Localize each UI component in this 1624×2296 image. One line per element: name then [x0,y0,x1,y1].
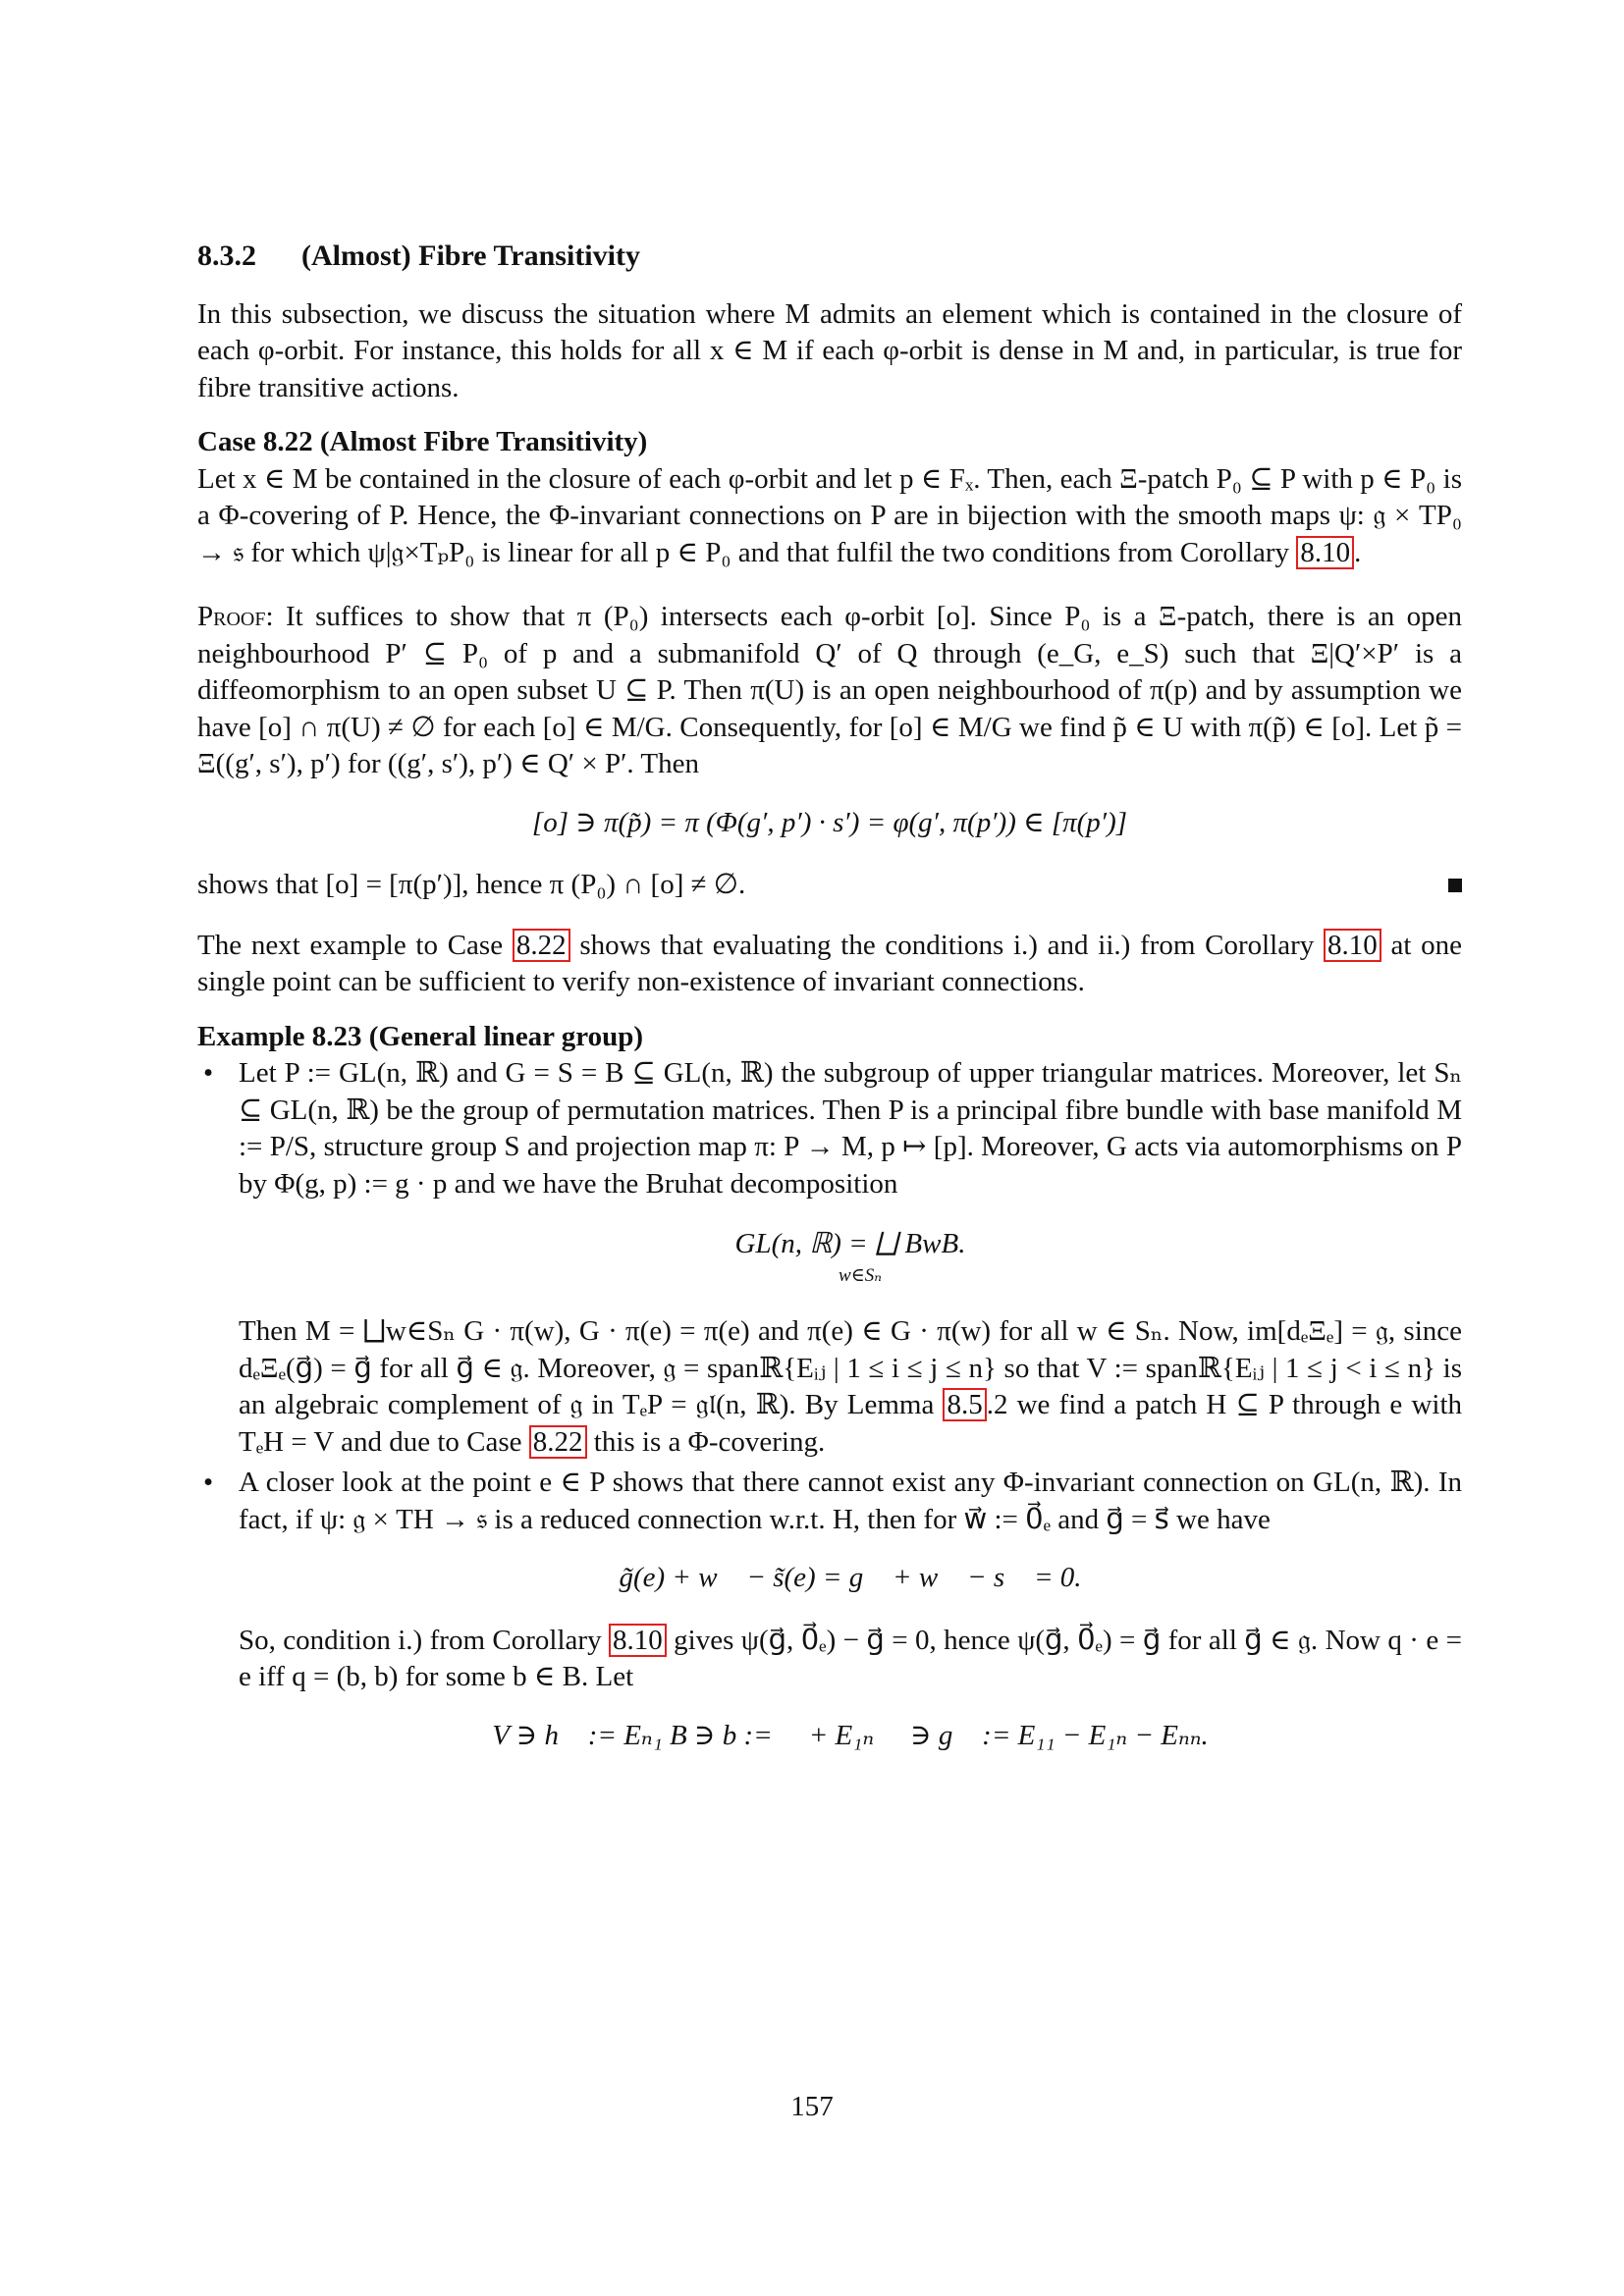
next-para-text-2: shows that evaluating the conditions i.) and ii.) from Corollary [579,929,1315,961]
next-example-para [197,928,1462,1001]
page-number: 157 [790,2091,834,2122]
item2-display-equation: g̃(e) + w⃗ − s̃(e) = g⃗ + w⃗ − s⃗ = 0. [619,1562,1082,1593]
ref-corollary-8-10[interactable]: 8.10 [609,1624,667,1657]
example-item-1 [197,1055,1462,1461]
item2-text-b: So, condition i.) from Corollary [239,1624,602,1656]
case-block [197,424,1462,571]
section-number: 8.3.2 [197,240,256,272]
example-block [197,1019,1462,1755]
next-para-text-1: The next example to Case [197,929,504,961]
bullet-icon: • [203,1057,214,1089]
proof-conclusion-para [197,867,1462,904]
ref-case-8-22[interactable]: 8.22 [513,929,570,962]
example-items [197,1055,1462,1754]
page-content [197,238,1462,1780]
item1-text-b: Then M = ⨆w∈Sₙ G · π(w), G · π(e) = π(e) and π(e) ∈ G · π(w) for all w ∈ Sₙ. Now, im[dₑΞₑ] = 𝔤, since dₑΞₑ(g⃗) = g⃗ for all g⃗ ∈ 𝔤. Moreover, 𝔤 = spanℝ{Eᵢⱼ | 1 ≤ i ≤ j ≤ n} so that V := spanℝ{Eᵢⱼ | 1 ≤ j < i ≤ n} is an algebraic complement of 𝔤 in TₑP = 𝔤𝔩(n, ℝ). By Lemma [239,1315,1462,1420]
qed-square-icon [1448,879,1462,892]
item1-text-a: Let P := GL(n, ℝ) and G = S = B ⊆ GL(n, ℝ) the subgroup of upper triangular matrices. Moreover, let Sₙ ⊆ GL(n, ℝ) be the group of permutation matrices. Then P is a principal fibre bundle with base manifold M := P/S, structure group S and projection map π: P → M, p ↦ [p]. Moreover, G acts via automorphisms on P by Φ(g, p) := g · p and we have the Bruhat decomposition [239,1057,1462,1200]
section-intro: In this subsection, we discuss the situation where M admits an element which is contained in the closure of each φ-orbit. For instance, this holds for all x ∈ M if each φ-orbit is dense in M and, in particular, is true for fibre transitive actions. [197,297,1462,403]
section-title: (Almost) Fibre Transitivity [301,240,640,272]
item1-text-c: .2 we find a patch H ⊆ P through e with TₑH = V and due to Case [239,1389,1462,1458]
ref-case-8-22[interactable]: 8.22 [529,1425,587,1459]
ref-corollary-8-10[interactable]: 8.10 [1296,536,1354,569]
ref-corollary-8-10[interactable]: 8.10 [1324,929,1381,962]
case-text-end: . [1354,536,1362,568]
proof-block [197,599,1462,904]
case-text-main: Let x ∈ M be contained in the closure of each φ-orbit and let p ∈ Fₓ. Then, each Ξ-patch P₀ ⊆ P with p ∈ P₀ is a Φ-covering of P. Hence, the Φ-invariant connections on P are in bijection with the smooth maps ψ: 𝔤 × TP₀ → 𝔰 for which ψ|𝔤×TₚP₀ is linear for all p ∈ P₀ and that fulfil the two conditions from Corollary [197,462,1462,568]
proof-conclusion: shows that [o] = [π(p′)], hence π (P₀) ∩ [o] ≠ ∅. [197,869,746,900]
next-para-text-3: at one single point can be sufficient to verify non-existence of invariant connections. [197,929,1463,997]
example-item-2 [197,1465,1462,1754]
section-heading [197,238,1462,275]
item1-text-d: this is a Φ-covering. [593,1425,826,1458]
case-heading: Case 8.22 (Almost Fibre Transitivity) [197,426,648,457]
bruhat-equation: GL(n, ℝ) = ⨆ BwB. [734,1228,966,1259]
example-heading: Example 8.23 (General linear group) [197,1020,644,1052]
ref-lemma-8-5[interactable]: 8.5 [943,1388,986,1421]
proof-label: Proof: [197,601,274,632]
bruhat-subscript: w∈Sₙ [839,1264,882,1286]
proof-text-para [197,599,1462,783]
item2-text-c: gives ψ(g⃗, 0⃗ₑ) − g⃗ = 0, hence ψ(g⃗, 0⃗ₑ) = g⃗ for all g⃗ ∈ 𝔤. Now q · e = e iff q = (b, b) for some b ∈ B. Let [239,1624,1463,1692]
item2-text-a: A closer look at the point e ∈ P shows that there cannot exist any Φ-invariant connection on GL(n, ℝ). In fact, if ψ: 𝔤 × TH → 𝔰 is a reduced connection w.r.t. H, then for w⃗ := 0⃗ₑ and g⃗ = s⃗ we have [239,1467,1462,1535]
bruhat-display [239,1226,1462,1294]
proof-display-equation: [o] ∋ π(p̃) = π (Φ(g′, p′) · s′) = φ(g′, π(p′)) ∈ [π(p′)] [531,806,1128,838]
item2-display-equation-2: V ∋ h⃗ := Eₙ₁ B ∋ b := 𝟙 + E₁ₙ 𝔤 ∋ g⃗ := E₁₁ − E₁ₙ − Eₙₙ. [492,1719,1209,1751]
bullet-icon: • [203,1467,214,1498]
case-text [197,461,1462,572]
proof-text: It suffices to show that π (P₀) intersects each φ-orbit [o]. Since P₀ is a Ξ-patch, there is an open neighbourhood P′ ⊆ P₀ of p and a submanifold Q′ of Q through (e_G, e_S) such that Ξ|Q′×P′ is a diffeomorphism to an open subset U ⊆ P. Then π(U) is an open neighbourhood of π(p) and by assumption we have [o] ∩ π(U) ≠ ∅ for each [o] ∈ M/G. Consequently, for [o] ∈ M/G we find p̃ ∈ U with π(p̃) ∈ [o]. Let p̃ = Ξ((g′, s′), p′) for ((g′, s′), p′) ∈ Q′ × P′. Then [197,601,1463,779]
